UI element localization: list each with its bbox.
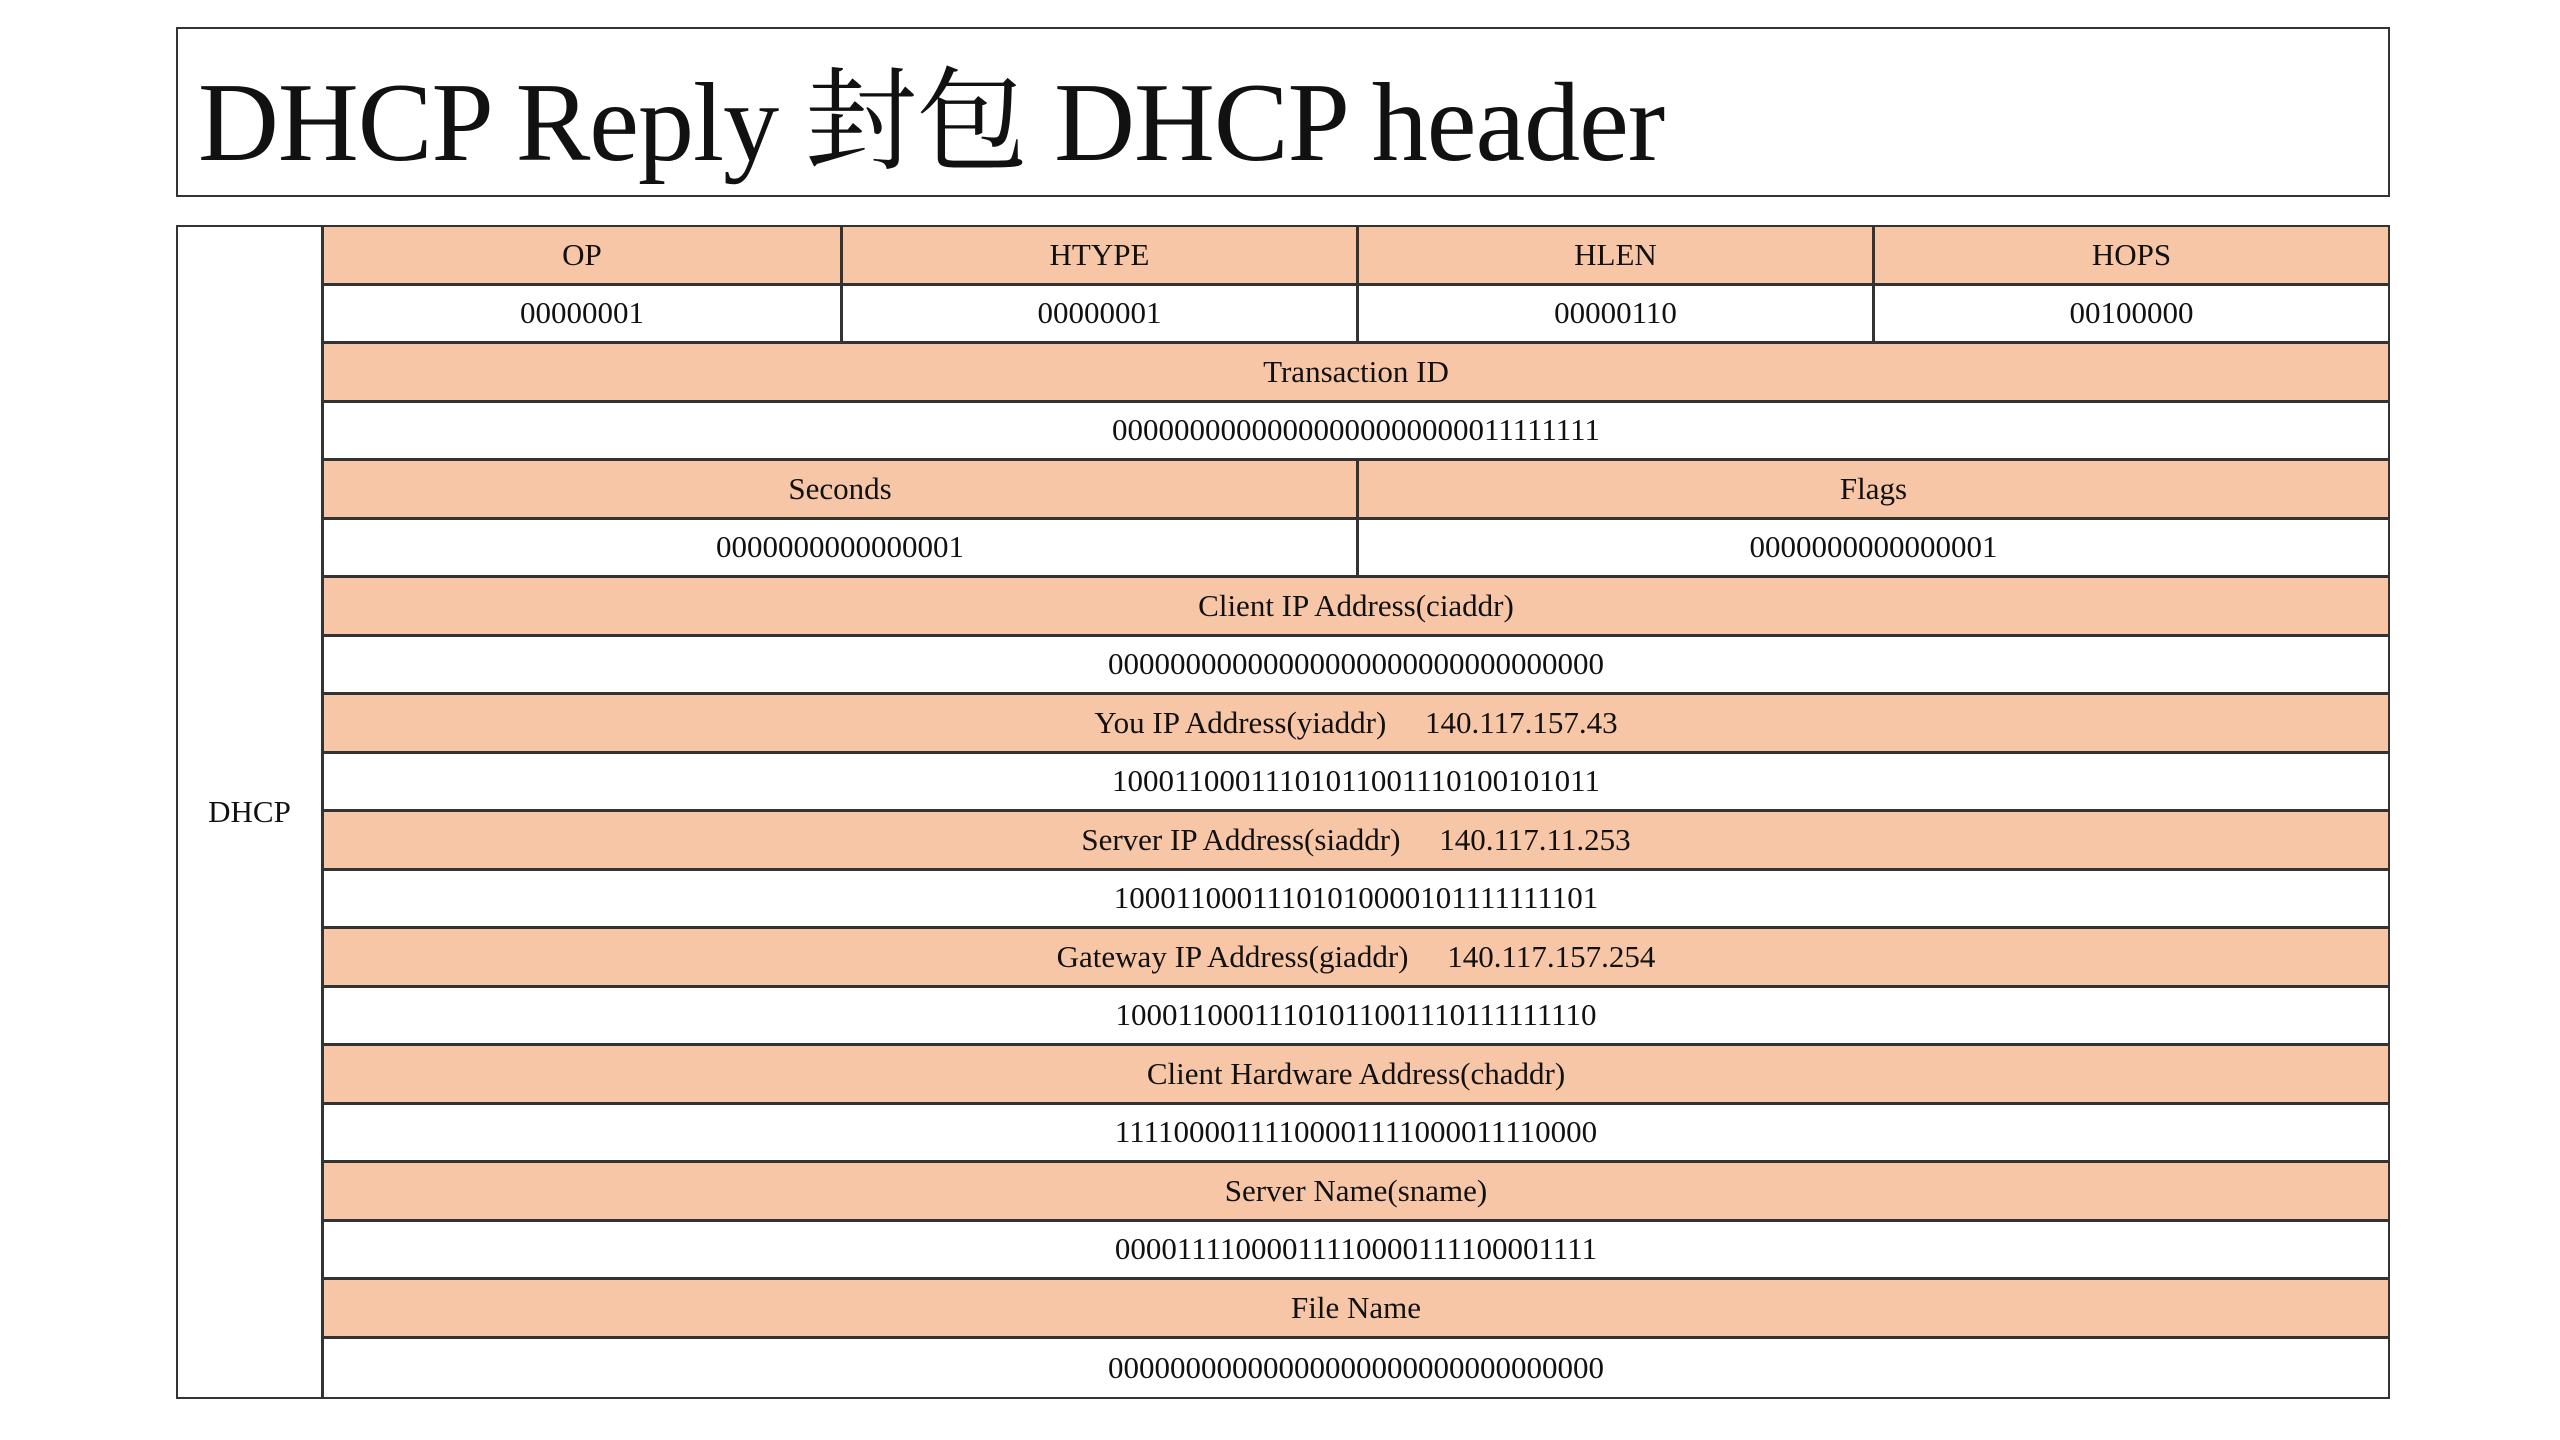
field-value-hops: 00100000 <box>1872 286 2388 345</box>
field-value-sname: 00001111000011110000111100001111 <box>324 1222 2388 1281</box>
field-header-siaddr: Server IP Address(siaddr) 140.117.11.253 <box>324 812 2388 871</box>
field-header-flags: Flags <box>1356 461 2388 520</box>
field-value-op: 00000001 <box>324 286 840 345</box>
field-header-hlen: HLEN <box>1356 227 1872 286</box>
field-header-transaction-id: Transaction ID <box>324 344 2388 403</box>
field-value-seconds: 0000000000000001 <box>324 520 1356 579</box>
field-value-siaddr: 10001100011101010000101111111101 <box>324 871 2388 930</box>
field-value-flags: 0000000000000001 <box>1356 520 2388 579</box>
field-value-transaction-id: 00000000000000000000000011111111 <box>324 403 2388 462</box>
field-header-op: OP <box>324 227 840 286</box>
dhcp-header-table <box>176 225 2390 1399</box>
field-value-file: 00000000000000000000000000000000 <box>324 1339 2388 1398</box>
field-value-chaddr: 11110000111100001111000011110000 <box>324 1105 2388 1164</box>
field-header-chaddr: Client Hardware Address(chaddr) <box>324 1046 2388 1105</box>
field-value-hlen: 00000110 <box>1356 286 1872 345</box>
field-value-giaddr: 10001100011101011001110111111110 <box>324 988 2388 1047</box>
field-value-yiaddr: 10001100011101011001110100101011 <box>324 754 2388 813</box>
page-title: DHCP Reply 封包 DHCP header <box>198 60 1665 185</box>
field-header-file: File Name <box>324 1280 2388 1339</box>
field-header-seconds: Seconds <box>324 461 1356 520</box>
side-label: DHCP <box>178 227 324 1397</box>
field-header-yiaddr: You IP Address(yiaddr) 140.117.157.43 <box>324 695 2388 754</box>
field-header-giaddr: Gateway IP Address(giaddr) 140.117.157.254 <box>324 929 2388 988</box>
field-header-htype: HTYPE <box>840 227 1356 286</box>
title-box <box>176 27 2390 197</box>
field-header-sname: Server Name(sname) <box>324 1163 2388 1222</box>
field-header-hops: HOPS <box>1872 227 2388 286</box>
field-value-ciaddr: 00000000000000000000000000000000 <box>324 637 2388 696</box>
field-grid <box>324 227 2388 1397</box>
field-header-ciaddr: Client IP Address(ciaddr) <box>324 578 2388 637</box>
field-value-htype: 00000001 <box>840 286 1356 345</box>
